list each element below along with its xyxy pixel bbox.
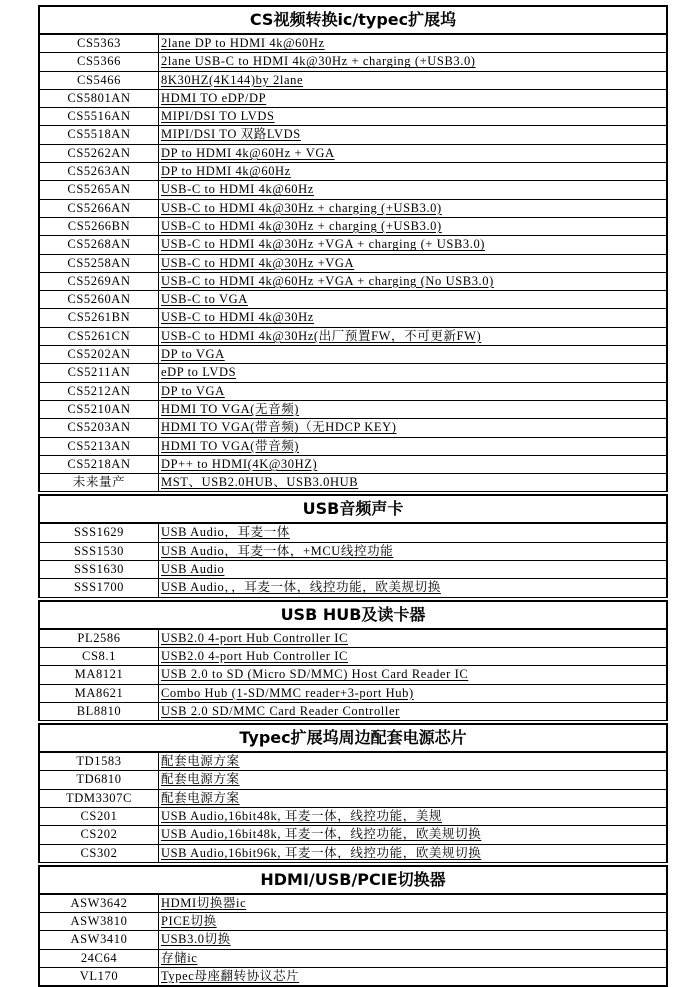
chip-model-cell: CS5261CN xyxy=(40,328,159,345)
chip-model-cell: SSS1630 xyxy=(40,561,159,578)
chip-model-cell: CS5210AN xyxy=(40,401,159,418)
table-row xyxy=(40,808,666,826)
table-row xyxy=(40,771,666,789)
table-row xyxy=(40,90,666,108)
chip-model-cell: CS5266AN xyxy=(40,200,159,217)
chip-model-cell: CS5516AN xyxy=(40,108,159,125)
table-row xyxy=(40,35,666,53)
chip-model-cell: CS5518AN xyxy=(40,126,159,143)
chip-model-cell: 24C64 xyxy=(40,950,159,967)
table-row xyxy=(40,383,666,401)
table-row xyxy=(40,218,666,236)
chip-model-cell: ASW3810 xyxy=(40,913,159,930)
chip-model-cell: CS201 xyxy=(40,808,159,825)
chip-description-cell: USB-C to HDMI 4k@30Hz(出厂预置FW，不可更新FW) xyxy=(161,328,482,343)
chip-model-cell: MA8621 xyxy=(40,685,159,702)
chip-description-cell: MIPI/DSI TO LVDS xyxy=(161,109,275,124)
chip-description-cell: USB-C to HDMI 4k@30Hz +VGA xyxy=(161,255,355,270)
table-row xyxy=(40,53,666,71)
table-row xyxy=(40,419,666,437)
chip-description-cell: USB2.0 4-port Hub Controller IC xyxy=(161,648,348,663)
chip-model-cell: VL170 xyxy=(40,968,159,985)
chip-description-cell: USB Audio，耳麦一体，+MCU线控功能 xyxy=(161,543,394,558)
chip-model-cell: CS5265AN xyxy=(40,181,159,198)
table-row xyxy=(40,895,666,913)
chip-model-cell: TDM3307C xyxy=(40,790,159,807)
table-row xyxy=(40,401,666,419)
chip-model-cell: SSS1530 xyxy=(40,543,159,560)
chip-description-cell: HDMI TO eDP/DP xyxy=(161,90,267,105)
product-table xyxy=(38,5,668,987)
table-row xyxy=(40,346,666,364)
table-row xyxy=(40,630,666,648)
chip-model-cell: CS5202AN xyxy=(40,346,159,363)
chip-model-cell: CS5366 xyxy=(40,53,159,70)
chip-description-cell: USB-C to HDMI 4k@30Hz + charging (+USB3.0) xyxy=(161,200,442,215)
chip-model-cell: CS302 xyxy=(40,845,159,862)
chip-description-cell: HDMI TO VGA(带音频) xyxy=(161,438,300,453)
chip-model-cell: CS5212AN xyxy=(40,383,159,400)
table-row xyxy=(40,950,666,968)
table-row xyxy=(40,543,666,561)
chip-description-cell: PICE切换 xyxy=(161,914,217,929)
table-row xyxy=(40,200,666,218)
section-title: HDMI/USB/PCIE切换器 xyxy=(40,867,666,895)
table-row xyxy=(40,931,666,949)
section-title: USB HUB及读卡器 xyxy=(40,602,666,630)
chip-description-cell: DP to HDMI 4k@60Hz + VGA xyxy=(161,145,335,160)
table-section xyxy=(38,494,668,597)
chip-model-cell: TD6810 xyxy=(40,771,159,788)
chip-model-cell: PL2586 xyxy=(40,630,159,647)
table-row xyxy=(40,968,666,987)
table-row xyxy=(40,826,666,844)
table-row xyxy=(40,913,666,931)
chip-description-cell: USB Audio xyxy=(161,562,225,577)
chip-model-cell: CS5211AN xyxy=(40,364,159,381)
chip-description-cell: USB3.0切换 xyxy=(161,932,231,947)
table-row xyxy=(40,666,666,684)
chip-description-cell: 2lane DP to HDMI 4k@60Hz xyxy=(161,36,325,50)
table-section xyxy=(38,5,668,492)
table-row xyxy=(40,790,666,808)
table-row xyxy=(40,561,666,579)
chip-description-cell: USB-C to HDMI 4k@30Hz + charging (+USB3.0) xyxy=(161,218,442,233)
chip-model-cell: CS5218AN xyxy=(40,456,159,473)
table-section xyxy=(38,865,668,987)
chip-model-cell: CS5261BN xyxy=(40,309,159,326)
table-row xyxy=(40,328,666,346)
table-row xyxy=(40,181,666,199)
table-row xyxy=(40,456,666,474)
chip-description-cell: MIPI/DSI TO 双路LVDS xyxy=(161,127,301,142)
chip-model-cell: CS5363 xyxy=(40,35,159,52)
chip-description-cell: USB-C to HDMI 4k@60Hz +VGA + charging (No USB3.0) xyxy=(161,273,494,288)
section-title: Typec扩展坞周边配套电源芯片 xyxy=(40,725,666,753)
table-row xyxy=(40,291,666,309)
chip-description-cell: HDMI TO VGA(带音频)（无HDCP KEY) xyxy=(161,420,397,435)
chip-model-cell: CS5258AN xyxy=(40,255,159,272)
chip-description-cell: Typec母座翻转协议芯片 xyxy=(161,969,300,984)
chip-model-cell: CS8.1 xyxy=(40,648,159,665)
chip-description-cell: DP to HDMI 4k@60Hz xyxy=(161,164,291,179)
chip-description-cell: MST、USB2.0HUB、USB3.0HUB xyxy=(161,475,359,490)
chip-description-cell: USB-C to HDMI 4k@30Hz xyxy=(161,310,314,325)
table-row xyxy=(40,524,666,542)
chip-model-cell: BL8810 xyxy=(40,703,159,720)
chip-description-cell: USB Audio，耳麦一体 xyxy=(161,525,290,540)
chip-model-cell: CS5203AN xyxy=(40,419,159,436)
chip-model-cell: 未来量产 xyxy=(40,474,159,491)
table-row xyxy=(40,648,666,666)
table-row xyxy=(40,255,666,273)
table-row xyxy=(40,236,666,254)
chip-model-cell: ASW3642 xyxy=(40,895,159,912)
chip-model-cell: CS5266BN xyxy=(40,218,159,235)
chip-description-cell: HDMI切换器ic xyxy=(161,895,247,910)
chip-description-cell: 配套电源方案 xyxy=(161,790,240,805)
chip-model-cell: CS5260AN xyxy=(40,291,159,308)
table-section xyxy=(38,723,668,863)
table-row xyxy=(40,108,666,126)
table-row xyxy=(40,126,666,144)
table-row xyxy=(40,703,666,721)
chip-description-cell: 2lane USB-C to HDMI 4k@30Hz + charging (+USB3.0) xyxy=(161,54,476,69)
chip-model-cell: CS5466 xyxy=(40,72,159,89)
chip-description-cell: Combo Hub (1-SD/MMC reader+3-port Hub) xyxy=(161,685,414,700)
chip-model-cell: CS5262AN xyxy=(40,145,159,162)
chip-description-cell: DP to VGA xyxy=(161,383,225,398)
table-row xyxy=(40,364,666,382)
table-section xyxy=(38,600,668,721)
chip-description-cell: 配套电源方案 xyxy=(161,754,240,769)
chip-description-cell: USB Audio,16bit96k, 耳麦一体，线控功能，欧美规切换 xyxy=(161,845,482,860)
chip-description-cell: USB Audio，，耳麦一体，线控功能，欧美规切换 xyxy=(161,580,441,595)
chip-description-cell: USB2.0 4-port Hub Controller IC xyxy=(161,630,348,645)
chip-description-cell: USB-C to HDMI 4k@30Hz +VGA + charging (+ USB3.0) xyxy=(161,237,486,252)
chip-model-cell: CS5213AN xyxy=(40,438,159,455)
chip-description-cell: 存储ic xyxy=(161,950,198,965)
chip-model-cell: CS5263AN xyxy=(40,163,159,180)
table-row xyxy=(40,753,666,771)
chip-model-cell: SSS1629 xyxy=(40,524,159,541)
chip-model-cell: TD1583 xyxy=(40,753,159,770)
table-row xyxy=(40,474,666,492)
table-row xyxy=(40,438,666,456)
chip-description-cell: 配套电源方案 xyxy=(161,772,240,787)
table-row xyxy=(40,72,666,90)
chip-description-cell: HDMI TO VGA(无音频) xyxy=(161,401,300,416)
table-row xyxy=(40,163,666,181)
chip-description-cell: USB Audio,16bit48k, 耳麦一体，线控功能，美规 xyxy=(161,808,443,823)
chip-description-cell: DP++ to HDMI(4K@30HZ) xyxy=(161,456,318,471)
section-title: CS视频转换ic/typec扩展坞 xyxy=(40,5,666,35)
chip-model-cell: SSS1700 xyxy=(40,579,159,596)
table-row xyxy=(40,273,666,291)
chip-description-cell: USB 2.0 to SD (Micro SD/MMC) Host Card Reader IC xyxy=(161,667,469,682)
chip-model-cell: MA8121 xyxy=(40,666,159,683)
chip-model-cell: ASW3410 xyxy=(40,931,159,948)
chip-model-cell: CS5801AN xyxy=(40,90,159,107)
chip-description-cell: USB 2.0 SD/MMC Card Reader Controller xyxy=(161,703,400,718)
chip-model-cell: CS5268AN xyxy=(40,236,159,253)
section-title: USB音频声卡 xyxy=(40,496,666,524)
chip-description-cell: DP to VGA xyxy=(161,347,225,362)
chip-description-cell: 8K30HZ(4K144)by 2lane xyxy=(161,72,304,87)
chip-description-cell: USB Audio,16bit48k, 耳麦一体，线控功能，欧美规切换 xyxy=(161,827,482,842)
table-row xyxy=(40,685,666,703)
chip-model-cell: CS5269AN xyxy=(40,273,159,290)
chip-description-cell: USB-C to HDMI 4k@60Hz xyxy=(161,182,314,197)
chip-model-cell: CS202 xyxy=(40,826,159,843)
table-row xyxy=(40,579,666,597)
table-row xyxy=(40,309,666,327)
table-row xyxy=(40,145,666,163)
table-row xyxy=(40,845,666,863)
chip-description-cell: eDP to LVDS xyxy=(161,365,237,380)
chip-description-cell: USB-C to VGA xyxy=(161,292,248,307)
